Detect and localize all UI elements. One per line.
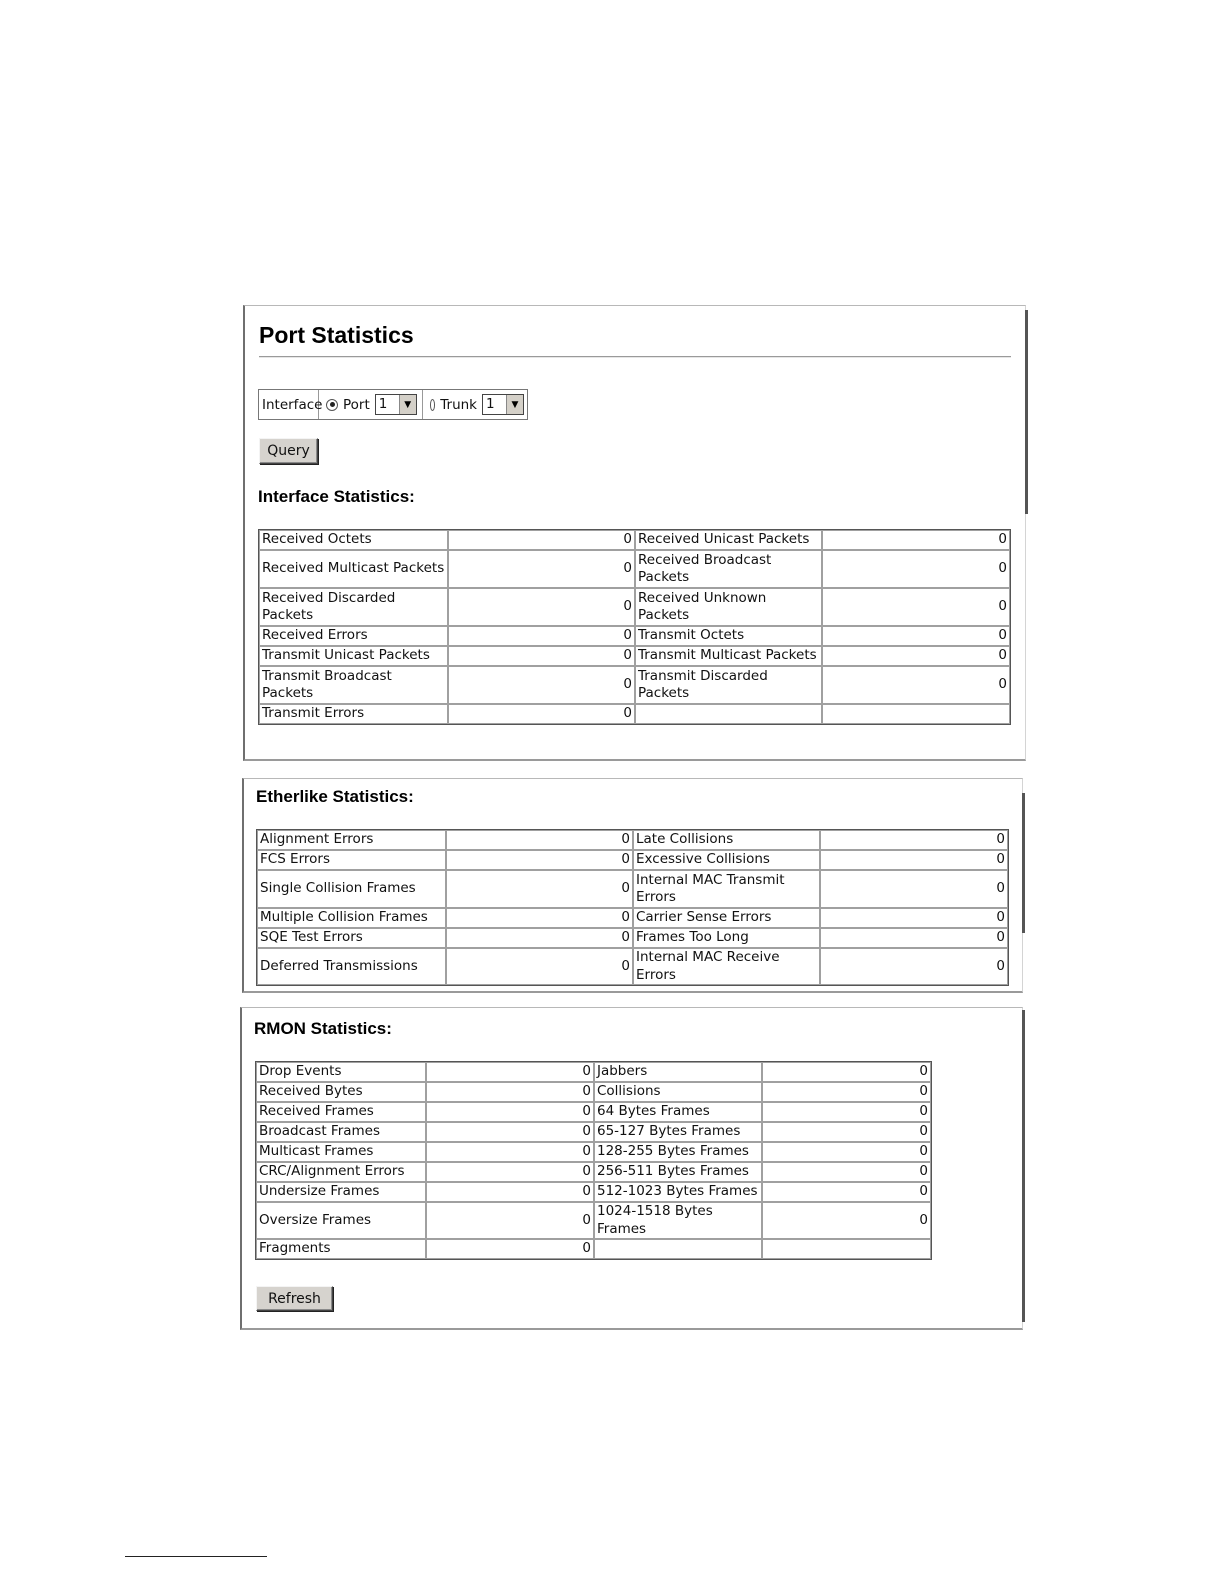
stat-label: Carrier Sense Errors (633, 908, 820, 928)
stat-label: Transmit Multicast Packets (635, 646, 822, 666)
stat-value: 0 (820, 928, 1008, 948)
stat-label: Received Bytes (256, 1082, 426, 1102)
trunk-select-value: 1 (486, 396, 495, 412)
stat-value: 0 (448, 626, 635, 646)
etherlike-statistics-table (256, 829, 1009, 986)
etherlike-statistics-title: Etherlike Statistics: (256, 787, 414, 806)
stat-value: 0 (426, 1202, 594, 1239)
stat-value: 0 (820, 908, 1008, 928)
stat-value: 0 (446, 928, 633, 948)
table-row (257, 928, 1008, 948)
stat-value: 0 (822, 626, 1010, 646)
table-row (256, 1182, 931, 1202)
query-button[interactable]: Query (259, 438, 318, 464)
stat-value: 0 (762, 1122, 931, 1142)
table-row (256, 1239, 931, 1259)
stat-value: 0 (448, 550, 635, 588)
stat-value: 0 (822, 646, 1010, 666)
stat-label: Internal MAC Transmit Errors (633, 870, 820, 908)
stat-value: 0 (820, 830, 1008, 850)
rmon-statistics-title: RMON Statistics: (254, 1019, 392, 1038)
port-statistics-panel (243, 305, 1026, 761)
stat-label: Received Broadcast Packets (635, 550, 822, 588)
table-row (257, 948, 1008, 985)
chevron-down-icon[interactable]: ▼ (399, 395, 416, 414)
stat-value: 0 (426, 1162, 594, 1182)
stat-label: 1024-1518 Bytes Frames (594, 1202, 762, 1239)
stat-label: 64 Bytes Frames (594, 1102, 762, 1122)
stat-value: 0 (762, 1182, 931, 1202)
stat-value: 0 (762, 1142, 931, 1162)
stat-value: 0 (762, 1162, 931, 1182)
stat-label: Received Octets (259, 530, 448, 550)
trunk-radio[interactable] (430, 399, 435, 411)
stat-label (594, 1239, 762, 1259)
stat-label: Received Unknown Packets (635, 588, 822, 626)
stat-label: Transmit Errors (259, 704, 448, 724)
stat-label: Transmit Octets (635, 626, 822, 646)
stat-label: Deferred Transmissions (257, 948, 446, 985)
stat-value: 0 (446, 850, 633, 870)
stat-value: 0 (448, 704, 635, 724)
stat-label: Single Collision Frames (257, 870, 446, 908)
stat-value: 0 (762, 1082, 931, 1102)
stat-label: Collisions (594, 1082, 762, 1102)
stat-label: Received Discarded Packets (259, 588, 448, 626)
stat-label: Received Frames (256, 1102, 426, 1122)
stat-value: 0 (446, 870, 633, 908)
trunk-option[interactable] (423, 390, 527, 419)
stat-value: 0 (762, 1102, 931, 1122)
stat-value: 0 (820, 948, 1008, 985)
stat-label: 65-127 Bytes Frames (594, 1122, 762, 1142)
stat-value: 0 (822, 530, 1010, 550)
stat-value: 0 (426, 1102, 594, 1122)
refresh-button[interactable]: Refresh (256, 1286, 333, 1311)
table-row (256, 1062, 931, 1082)
stat-label: 512-1023 Bytes Frames (594, 1182, 762, 1202)
stat-label: Transmit Broadcast Packets (259, 666, 448, 704)
trunk-select[interactable] (482, 394, 524, 415)
port-radio[interactable] (326, 399, 338, 411)
stat-value: 0 (822, 666, 1010, 704)
stat-label: Received Unicast Packets (635, 530, 822, 550)
table-row (259, 626, 1010, 646)
port-radio-label: Port (343, 396, 370, 413)
stat-value: 0 (446, 948, 633, 985)
stat-label: CRC/Alignment Errors (256, 1162, 426, 1182)
stat-value: 0 (446, 830, 633, 850)
table-row (259, 646, 1010, 666)
interface-selector (258, 389, 528, 420)
stat-value: 0 (448, 588, 635, 626)
stat-label: Alignment Errors (257, 830, 446, 850)
stat-value: 0 (448, 646, 635, 666)
stat-label: Frames Too Long (633, 928, 820, 948)
stat-value: 0 (448, 666, 635, 704)
stat-label: Multicast Frames (256, 1142, 426, 1162)
stat-value (762, 1239, 931, 1259)
etherlike-statistics-panel (242, 778, 1023, 993)
interface-statistics-table (258, 529, 1011, 725)
stat-label: Fragments (256, 1239, 426, 1259)
title-divider (259, 356, 1011, 358)
table-row (257, 870, 1008, 908)
stat-value: 0 (448, 530, 635, 550)
stat-value: 0 (426, 1239, 594, 1259)
stat-value: 0 (426, 1142, 594, 1162)
stat-label: Broadcast Frames (256, 1122, 426, 1142)
stat-label: Oversize Frames (256, 1202, 426, 1239)
chevron-down-icon[interactable]: ▼ (506, 395, 523, 414)
port-option[interactable] (319, 390, 423, 419)
stat-label: SQE Test Errors (257, 928, 446, 948)
stat-value: 0 (762, 1062, 931, 1082)
table-row (259, 550, 1010, 588)
table-row (256, 1162, 931, 1182)
stat-label: Excessive Collisions (633, 850, 820, 870)
stat-label: FCS Errors (257, 850, 446, 870)
stat-label: 256-511 Bytes Frames (594, 1162, 762, 1182)
table-row (256, 1082, 931, 1102)
stat-value: 0 (820, 850, 1008, 870)
stat-value: 0 (820, 870, 1008, 908)
interface-label: Interface (259, 390, 319, 419)
rmon-statistics-panel (240, 1007, 1023, 1330)
scrollbar-edge[interactable] (1025, 310, 1028, 514)
stat-label: Drop Events (256, 1062, 426, 1082)
table-row (259, 530, 1010, 550)
table-row (259, 666, 1010, 704)
table-row (256, 1122, 931, 1142)
stat-label: Transmit Discarded Packets (635, 666, 822, 704)
page-title: Port Statistics (259, 322, 414, 348)
stat-label: 128-255 Bytes Frames (594, 1142, 762, 1162)
table-row (256, 1102, 931, 1122)
stat-label: Received Errors (259, 626, 448, 646)
stat-label: Multiple Collision Frames (257, 908, 446, 928)
rmon-statistics-table (255, 1061, 932, 1260)
interface-statistics-title: Interface Statistics: (258, 487, 415, 506)
trunk-radio-label: Trunk (440, 396, 477, 413)
port-select[interactable] (375, 394, 417, 415)
table-row (257, 850, 1008, 870)
stat-value: 0 (762, 1202, 931, 1239)
stat-value: 0 (822, 588, 1010, 626)
stat-value (822, 704, 1010, 724)
table-row (256, 1202, 931, 1239)
stat-label: Jabbers (594, 1062, 762, 1082)
port-select-value: 1 (378, 396, 388, 412)
stat-value: 0 (426, 1082, 594, 1102)
stat-label: Internal MAC Receive Errors (633, 948, 820, 985)
stat-value: 0 (426, 1182, 594, 1202)
stat-value: 0 (822, 550, 1010, 588)
scrollbar-edge[interactable] (1022, 793, 1025, 933)
scrollbar-edge[interactable] (1022, 1010, 1025, 1322)
stat-label (635, 704, 822, 724)
table-row (259, 704, 1010, 724)
table-row (259, 588, 1010, 626)
stat-label: Undersize Frames (256, 1182, 426, 1202)
stat-value: 0 (426, 1062, 594, 1082)
table-row (257, 830, 1008, 850)
footnote-divider (125, 1556, 267, 1557)
stat-label: Late Collisions (633, 830, 820, 850)
table-row (257, 908, 1008, 928)
stat-value: 0 (426, 1122, 594, 1142)
stat-value: 0 (446, 908, 633, 928)
stat-label: Received Multicast Packets (259, 550, 448, 588)
table-row (256, 1142, 931, 1162)
stat-label: Transmit Unicast Packets (259, 646, 448, 666)
